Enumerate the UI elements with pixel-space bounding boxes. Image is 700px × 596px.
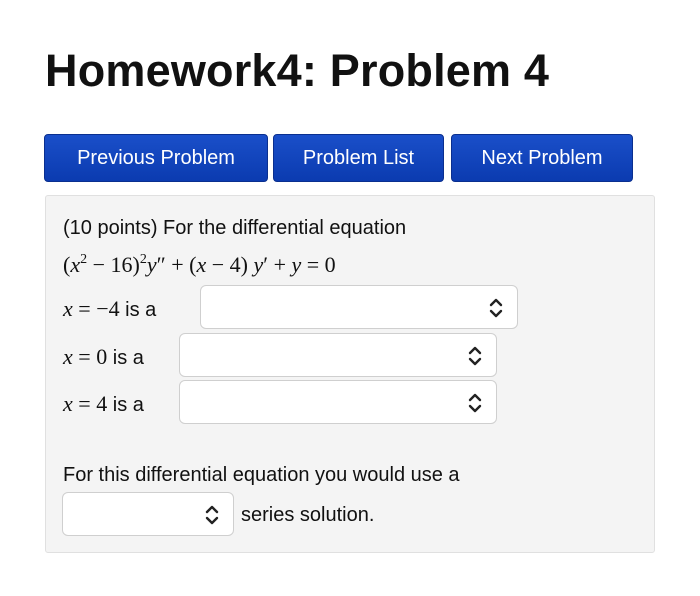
point-label-2: x = 0 is a [63,344,144,369]
series-question: For this differential equation you would use a [63,464,460,486]
chevron-up-down-icon [205,504,219,526]
chevron-up-down-icon [468,345,482,367]
problem-intro: (10 points) For the differential equation [63,217,407,239]
series-suffix: series solution. [241,504,375,526]
chevron-up-down-icon [468,392,482,414]
differential-equation: $(x^2 - 16)^2y'' + (x - 4) y' + y = 0$ [63,252,336,277]
chevron-up-down-icon [489,297,503,319]
point-classification-select-2[interactable] [179,333,497,377]
previous-problem-button[interactable]: Previous Problem [44,134,268,182]
series-type-select[interactable] [62,492,234,536]
problem-list-button[interactable]: Problem List [273,134,444,182]
next-problem-button[interactable]: Next Problem [451,134,633,182]
point-classification-select-1[interactable] [200,285,518,329]
point-classification-select-3[interactable] [179,380,497,424]
page-title: Homework4: Problem 4 [45,45,550,96]
point-label-1: x = −4 is a [63,296,157,321]
problem-panel [45,195,655,553]
point-label-3: x = 4 is a [63,391,144,416]
